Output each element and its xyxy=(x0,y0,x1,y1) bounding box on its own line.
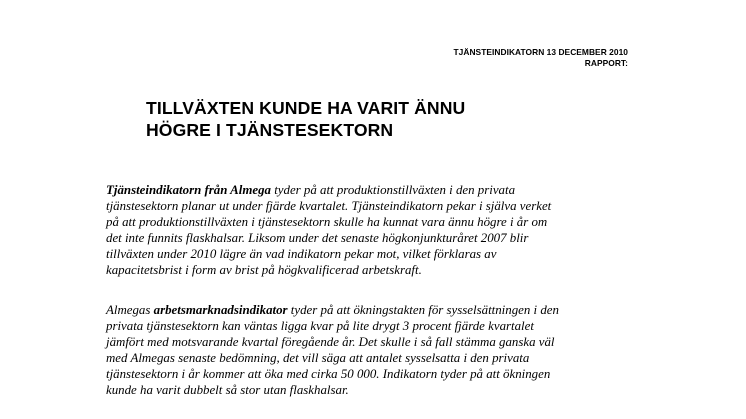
title-line-2: HÖGRE I TJÄNSTESEKTORN xyxy=(146,120,394,140)
paragraph-1-line-1 xyxy=(106,182,666,198)
paragraph-2-line-2: privata tjänstesektorn kan väntas ligga kvar på lite drygt 3 procent fjärde kvartalet xyxy=(106,319,534,333)
paragraph-2 xyxy=(106,302,666,398)
paragraph-2-line-3: jämfört med motsvarande kvartal föregående år. Det skulle i så fall stämma ganska väl xyxy=(106,335,555,349)
paragraph-1-line-2: tjänstesektorn planar ut under fjärde kvartalet. Tjänsteindikatorn pekar i själva verket xyxy=(106,199,552,213)
paragraph-2-line-6: kunde ha varit dubbelt så stor utan flaskhalsar. xyxy=(106,383,349,397)
paragraph-1-line-5: tillväxten under 2010 lägre än vad indikatorn pekar mot, vilket förklaras av xyxy=(106,247,497,261)
report-type-line: RAPPORT: xyxy=(584,58,628,68)
paragraph-1 xyxy=(106,182,666,278)
title-line-1: TILLVÄXTEN KUNDE HA VARIT ÄNNU xyxy=(146,98,466,118)
document-title xyxy=(146,97,465,141)
paragraph-2-line-4: med Almegas senaste bedömning, det vill säga att antalet sysselsatta i den privata xyxy=(106,351,530,365)
paragraph-2-line-1 xyxy=(106,302,666,318)
paragraph-1-line-4: det inte funnits flaskhalsar. Liksom under det senaste högkonjunkturåret 2007 blir xyxy=(106,231,529,245)
report-date-line: TJÄNSTEINDIKATORN 13 DECEMBER 2010 xyxy=(453,47,628,57)
report-header xyxy=(453,47,628,69)
bold-lead: Tjänsteindikatorn från Almega xyxy=(106,183,271,197)
paragraph-1-line-3: på att produktionstillväxten i tjänstesektorn skulle ha kunnat vara ännu högre i år om xyxy=(106,215,548,229)
paragraph-1-line-6: kapacitetsbrist i form av brist på högkvalificerad arbetskraft. xyxy=(106,263,422,277)
paragraph-2-line-5: tjänstesektorn i år kommer att öka med cirka 50 000. Indikatorn tyder på att ökningen xyxy=(106,367,551,381)
paragraph-2-lead: Almegas xyxy=(106,303,154,317)
paragraph-2-line-1-rest: tyder på att ökningstakten för sysselsättningen i den xyxy=(287,303,559,317)
bold-term: arbetsmarknadsindikator xyxy=(153,303,288,317)
paragraph-1-line-1-rest: tyder på att produktionstillväxten i den privata xyxy=(270,183,516,197)
